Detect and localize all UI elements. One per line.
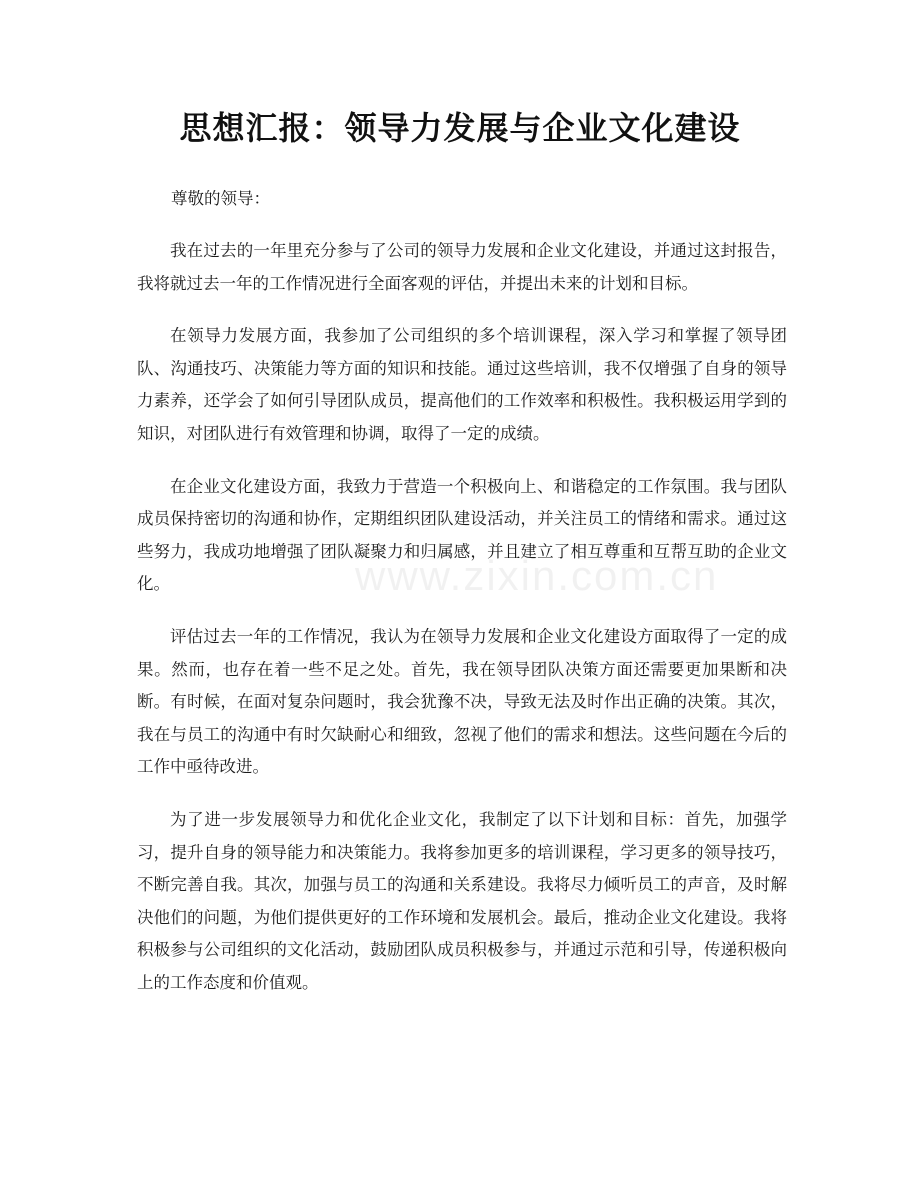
paragraph-3: 在企业文化建设方面，我致力于营造一个积极向上、和谐稳定的工作氛围。我与团队成员保持密切的沟通和协作，定期组织团队建设活动，并关注员工的情绪和需求。通过这些努力，我成功地增强了团队凝聚力和归属感，并且建立了相互尊重和互帮互助的企业文化。 xyxy=(137,476,787,594)
document-title: 思想汇报：领导力发展与企业文化建设 xyxy=(179,109,741,147)
paragraph-4: 评估过去一年的工作情况，我认为在领导力发展和企业文化建设方面取得了一定的成果。然而，也存在着一些不足之处。首先，我在领导团队决策方面还需要更加果断和决断。有时候，在面对复杂问题时，我会犹豫不决，导致无法及时作出正确的决策。其次，我在与员工的沟通中有时欠缺耐心和细致，忽视了他们的需求和想法。这些问题在今后的工作中亟待改进。 xyxy=(137,626,787,777)
watermark: www.zixin.com.cn xyxy=(355,552,719,599)
salutation: 尊敬的领导： xyxy=(171,189,270,208)
paragraph-2: 在领导力发展方面，我参加了公司组织的多个培训课程，深入学习和掌握了领导团队、沟通技巧、决策能力等方面的知识和技能。通过这些培训，我不仅增强了自身的领导力素养，还学会了如何引导团队成员，提高他们的工作效率和积极性。我积极运用学到的知识，对团队进行有效管理和协调，取得了一定的成绩。 xyxy=(137,326,787,443)
document-body xyxy=(137,183,787,1019)
paragraph-1: 我在过去的一年里充分参与了公司的领导力发展和企业文化建设，并通过这封报告，我将就过去一年的工作情况进行全面客观的评估，并提出未来的计划和目标。 xyxy=(137,241,787,293)
paragraph-5: 为了进一步发展领导力和优化企业文化，我制定了以下计划和目标：首先，加强学习，提升自身的领导能力和决策能力。我将参加更多的培训课程，学习更多的领导技巧，不断完善自我。其次，加强与员工的沟通和关系建设。我将尽力倾听员工的声音，及时解决他们的问题，为他们提供更好的工作环境和发展机会。最后，推动企业文化建设。我将积极参与公司组织的文化活动，鼓励团队成员积极参与，并通过示范和引导，传递积极向上的工作态度和价值观。 xyxy=(137,809,787,992)
